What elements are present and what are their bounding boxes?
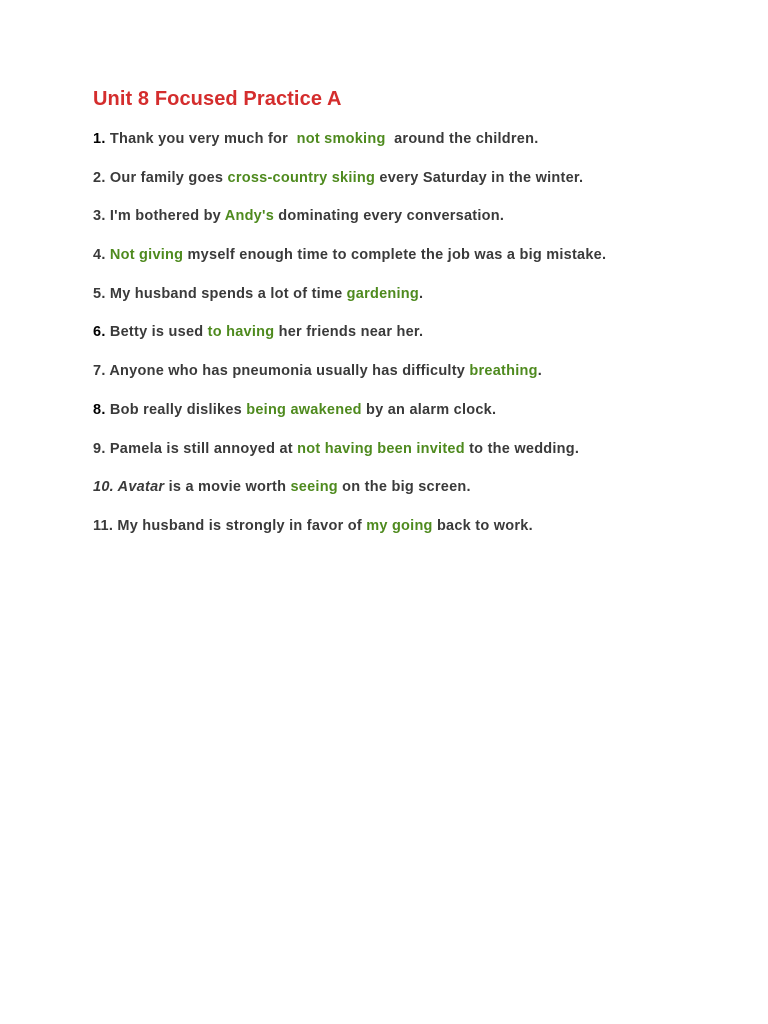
sentence-text: 6. bbox=[93, 324, 106, 341]
sentence-text: dominating every conversation. bbox=[274, 208, 505, 225]
sentence-text: Betty is used bbox=[105, 324, 208, 341]
sentence-text: 5. My husband spends a lot of time bbox=[93, 285, 347, 302]
answer-text: Andy's bbox=[224, 208, 275, 225]
answer-text: Not giving bbox=[109, 247, 184, 264]
sentence-text: is a movie worth bbox=[164, 479, 291, 496]
answer-text: to having bbox=[207, 324, 275, 341]
sentence-text: every Saturday in the winter. bbox=[375, 169, 584, 186]
answer-text: cross-country skiing bbox=[227, 169, 376, 186]
answer-text: gardening bbox=[346, 285, 420, 302]
sentence-text: 8. bbox=[93, 401, 106, 418]
sentence-text: 4. bbox=[93, 247, 110, 264]
document-page bbox=[93, 86, 733, 555]
sentence-text: 10. Avatar bbox=[93, 479, 165, 496]
exercise-item bbox=[93, 477, 733, 516]
answer-text: seeing bbox=[290, 479, 338, 496]
answer-text: not having been invited bbox=[297, 440, 465, 457]
answer-text: being awakened bbox=[246, 401, 362, 418]
sentence-text: her friends near her. bbox=[274, 324, 424, 341]
exercise-item bbox=[93, 206, 733, 245]
sentence-text: 9. Pamela is still annoyed at bbox=[93, 440, 298, 457]
exercise-item bbox=[93, 168, 733, 207]
sentence-text: 11. My husband is strongly in favor of bbox=[93, 517, 367, 534]
answer-text: breathing bbox=[469, 363, 538, 380]
exercise-item bbox=[93, 322, 733, 361]
exercise-item bbox=[93, 400, 733, 439]
exercise-item bbox=[93, 129, 733, 168]
answer-text: my going bbox=[366, 517, 433, 534]
exercise-item bbox=[93, 361, 733, 400]
sentence-text: to the wedding. bbox=[464, 440, 580, 457]
exercise-item bbox=[93, 516, 733, 555]
sentence-text: back to work. bbox=[432, 517, 533, 534]
exercise-item bbox=[93, 245, 733, 284]
exercise-item bbox=[93, 284, 733, 323]
sentence-text: around the children. bbox=[385, 131, 539, 147]
sentence-text: . bbox=[419, 285, 424, 302]
page-title: Unit 8 Focused Practice A bbox=[93, 88, 342, 110]
sentence-text: Thank you very much for bbox=[105, 131, 297, 147]
answer-text: not smoking bbox=[296, 131, 386, 147]
sentence-text: by an alarm clock. bbox=[361, 401, 497, 418]
sentence-text: on the big screen. bbox=[337, 479, 471, 496]
sentence-text: 2. Our family goes bbox=[93, 169, 228, 186]
sentence-text: 1. bbox=[93, 131, 106, 147]
sentence-text: . bbox=[537, 363, 542, 380]
sentence-text: Bob really dislikes bbox=[105, 401, 247, 418]
sentence-text: 7. Anyone who has pneumonia usually has difficulty bbox=[93, 363, 470, 380]
sentence-text: myself enough time to complete the job was a big mistake. bbox=[183, 247, 607, 264]
exercise-list bbox=[93, 129, 733, 555]
sentence-text: 3. I'm bothered by bbox=[93, 208, 225, 225]
exercise-item bbox=[93, 439, 733, 478]
